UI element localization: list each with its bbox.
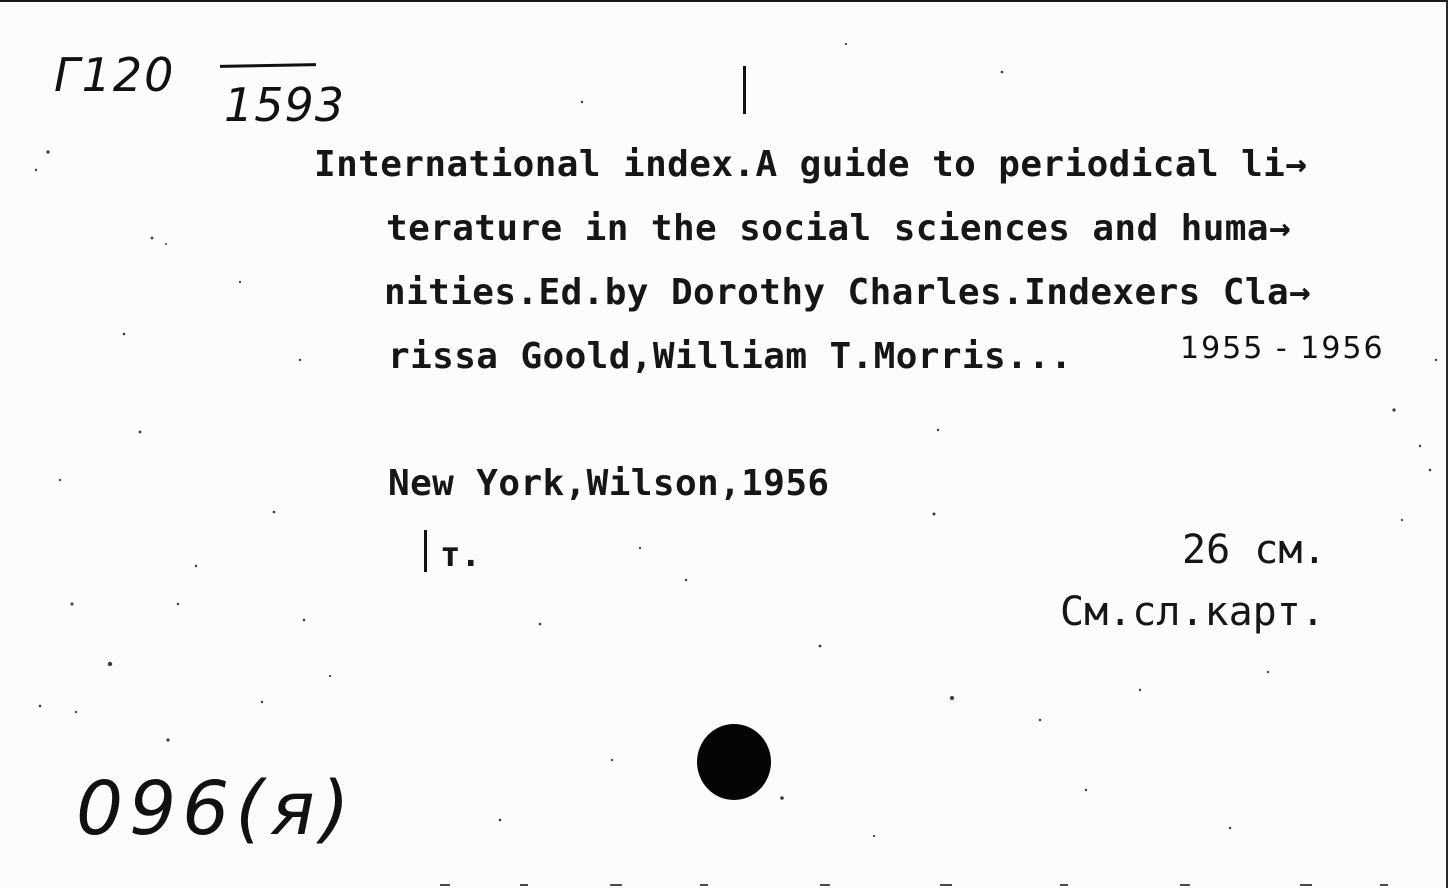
size-label: 26 см. <box>1182 527 1327 573</box>
volume-handwritten-stroke <box>424 530 427 572</box>
entry-line-3: nities.Ed.by Dorothy Charles.Indexers Cla→ <box>384 272 1312 313</box>
pencil-tick-mark <box>743 66 746 114</box>
entry-line-4: rissa Goold,William T.Morris... <box>388 336 1073 377</box>
punch-hole <box>697 724 771 800</box>
volume-label: т. <box>440 535 481 575</box>
entry-line-1: International index.A guide to periodical li→ <box>314 144 1308 185</box>
shelf-mark-overline <box>220 63 316 68</box>
years-note: 1955 - 1956 <box>1180 331 1385 366</box>
catalog-number: 096(я) <box>76 766 356 852</box>
shelf-mark-main: Г120 <box>54 48 176 102</box>
shelf-mark-sub: 1593 <box>224 78 346 132</box>
see-next-card-note: См.сл.карт. <box>1060 589 1325 635</box>
entry-line-2: terature in the social sciences and huma→ <box>386 208 1292 249</box>
imprint: New York,Wilson,1956 <box>388 463 830 504</box>
